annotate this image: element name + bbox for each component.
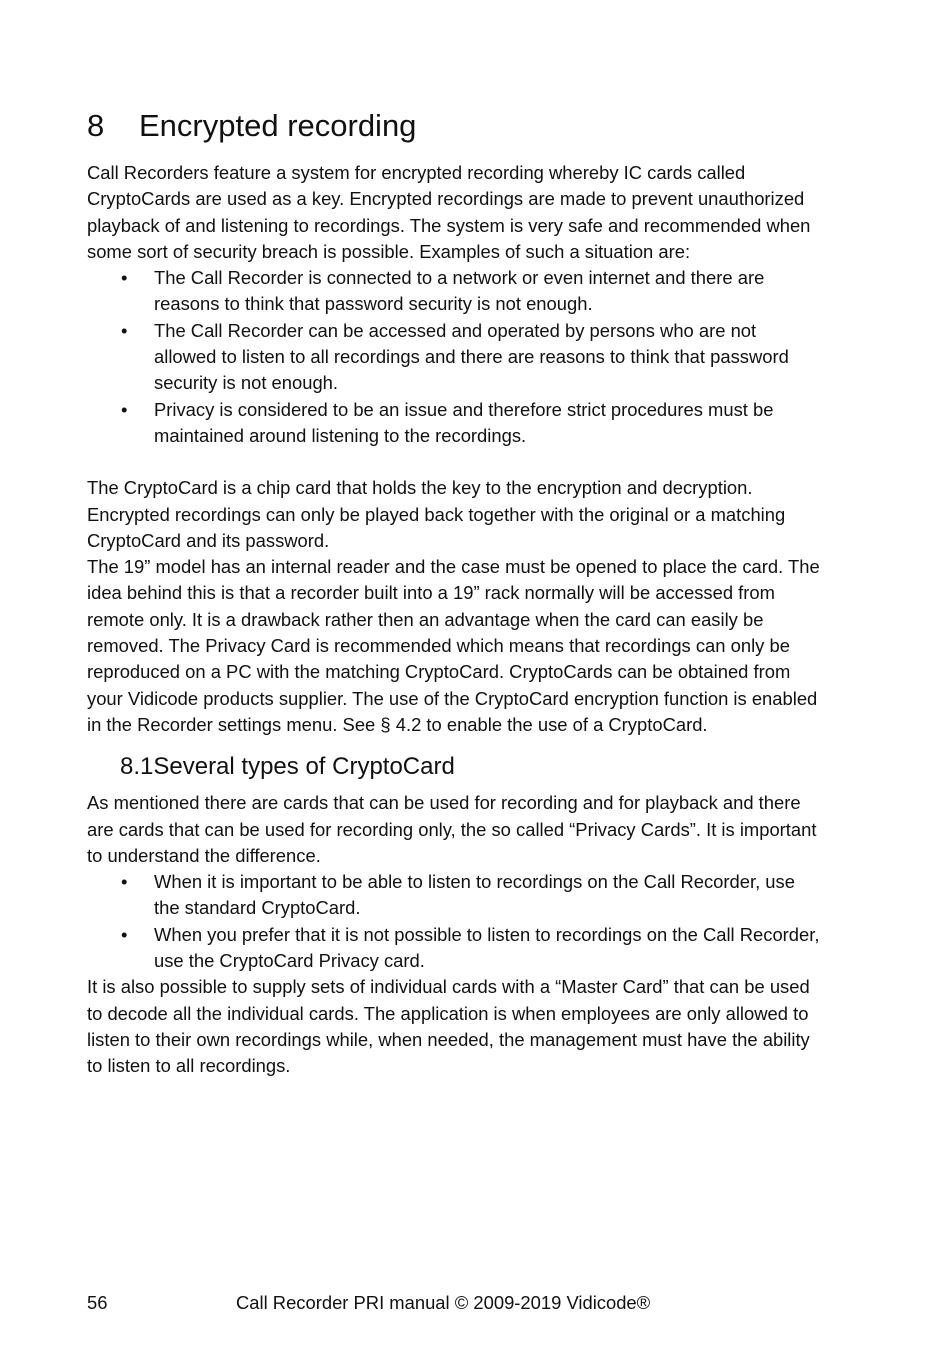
examples-list (87, 265, 823, 449)
list-item: • Privacy is considered to be an issue and therefore strict procedures must be maintained around listening to the recordings. (121, 398, 774, 446)
spacer (87, 449, 823, 475)
bullet-icon: • (121, 398, 128, 420)
section-number: 8 (87, 108, 105, 143)
card-types-list (87, 869, 823, 974)
card-types-paragraph: As mentioned there are cards that can be used for recording and for playback and there are cards that can be used for recording only, the so called “Privacy Cards”. It is important to understand the difference. (87, 792, 817, 866)
list-item: • The Call Recorder is connected to a network or even internet and there are reasons to think that password security is not enough. (121, 267, 765, 315)
section-title: Encrypted recording (139, 108, 417, 143)
subsection-heading: 8.1Several types of CryptoCard (120, 753, 455, 781)
list-item: • When it is important to be able to listen to recordings on the Call Recorder, use the standard CryptoCard. (121, 871, 795, 919)
cryptocard-paragraph: The CryptoCard is a chip card that holds the key to the encryption and decryption. Encrypted recordings can only be played back together with the original or a matching CryptoCard and its password. (87, 477, 786, 551)
master-card-paragraph: It is also possible to supply sets of individual cards with a “Master Card” that can be used to decode all the individual cards. The application is when employees are only allowed to listen to their own recordings while, when needed, the management must have the ability to listen to all recordings. (87, 976, 810, 1077)
list-item: • The Call Recorder can be accessed and operated by persons who are not allowed to listen to all recordings and there are reasons to think that password security is not enough. (121, 319, 789, 394)
model-paragraph: The 19” model has an internal reader and the case must be opened to place the card. The idea behind this is that a recorder built into a 19” rack normally will be accessed from remote only. It is a drawback rather then an advantage when the card can easily be removed. The Privacy Card is recommended which means that recordings can only be reproduced on a PC with the matching CryptoCard. CryptoCards can be obtained from your Vidicode products supplier. The use of the CryptoCard encryption function is enabled in the Recorder settings menu. See § 4.2 to enable the use of a CryptoCard. (87, 556, 820, 735)
bullet-icon: • (121, 267, 128, 289)
page-number: 56 (87, 1292, 108, 1313)
bullet-icon: • (121, 871, 128, 893)
footer-text: Call Recorder PRI manual © 2009-2019 Vidicode® (236, 1292, 651, 1313)
bullet-icon: • (121, 319, 128, 341)
page-content (87, 106, 823, 1080)
bullet-icon: • (121, 923, 128, 945)
list-item: • When you prefer that it is not possible to listen to recordings on the Call Recorder, use the CryptoCard Privacy card. (121, 923, 820, 972)
intro-paragraph: Call Recorders feature a system for encrypted recording whereby IC cards called CryptoCards are used as a key. Encrypted recordings are made to prevent unauthorized playback of and listening to recordings. The system is very safe and recommended when some sort of security breach is possible. Examples of such a situation are: (87, 162, 811, 262)
section-heading (87, 106, 823, 146)
